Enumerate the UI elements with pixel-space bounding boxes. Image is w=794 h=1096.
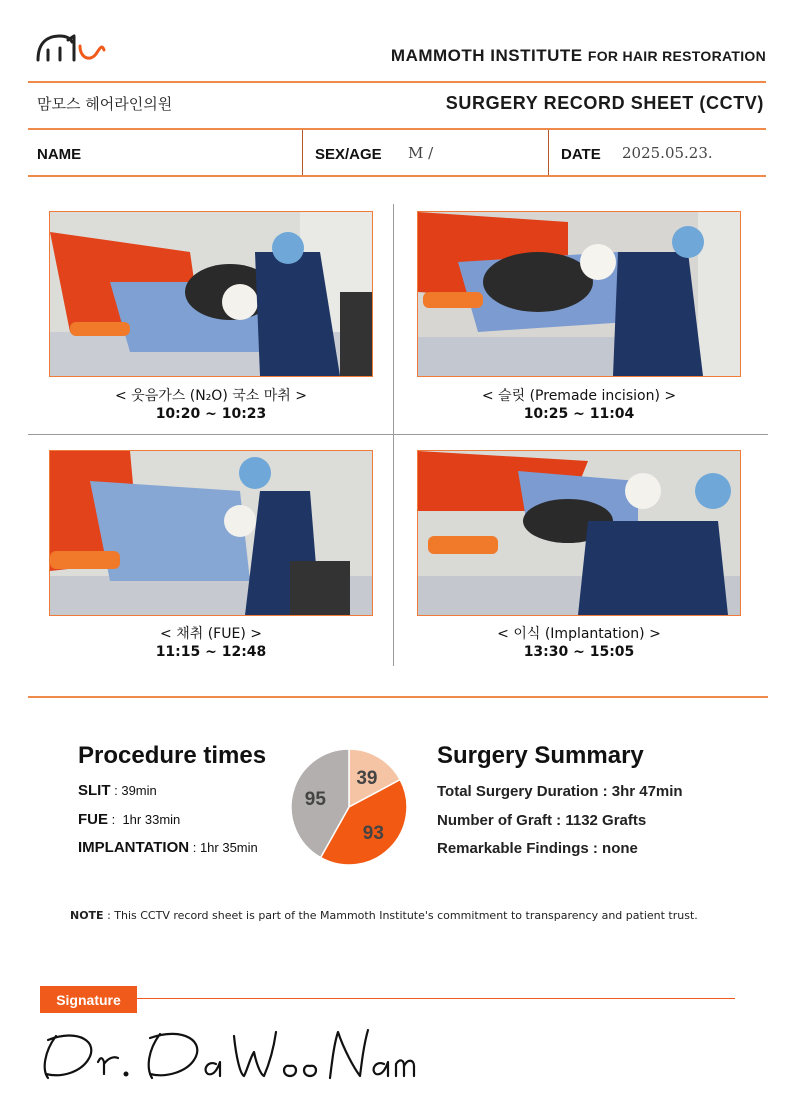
summary-grafts: Number of Graft : 1132 Grafts	[437, 812, 647, 829]
caption-title: < 채취 (FUE) >	[160, 626, 262, 642]
procedure-label: FUE	[78, 811, 108, 828]
mammoth-logo	[34, 28, 106, 66]
institute-name	[391, 46, 766, 66]
caption-time: 11:15 ~ 12:48	[155, 644, 267, 660]
photo-caption	[417, 387, 741, 423]
procedure-sep: :	[189, 840, 200, 855]
note-text: : This CCTV record sheet is part of the Mammoth Institute's commitment to transparency and patient trust.	[103, 909, 698, 922]
date-value: 2025.05.23.	[622, 144, 713, 162]
caption-title: < 이식 (Implantation) >	[497, 626, 661, 642]
summary-duration: Total Surgery Duration : 3hr 47min	[437, 783, 683, 800]
divider	[28, 128, 766, 130]
caption-title: < 웃음가스 (N₂O) 국소 마취 >	[115, 388, 307, 404]
handwritten-signature	[38, 1022, 418, 1086]
procedure-value: 39min	[121, 783, 157, 798]
procedure-value: 1hr 35min	[199, 840, 258, 855]
procedure-sep: :	[110, 783, 122, 798]
photo-caption	[49, 387, 373, 423]
sexage-label: SEX/AGE	[315, 146, 382, 163]
signature-badge: Signature	[40, 986, 137, 1013]
photo-caption	[49, 625, 373, 661]
field-separator	[302, 130, 303, 175]
procedure-label: SLIT	[78, 782, 111, 799]
caption-time: 10:25 ~ 11:04	[523, 406, 635, 422]
pie-label-fue: 93	[362, 822, 384, 844]
pie-label-slit: 39	[356, 768, 378, 790]
grid-divider-vertical	[393, 204, 394, 666]
procedure-title: Procedure times	[78, 742, 267, 769]
cctv-photo-slit	[417, 211, 741, 377]
korean-clinic-name: 맘모스 헤어라인의원	[37, 95, 173, 113]
note-label: NOTE	[70, 909, 104, 922]
procedure-sep: :	[108, 812, 123, 827]
procedure-row-implantation	[78, 839, 258, 856]
sheet-title: SURGERY RECORD SHEET (CCTV)	[445, 93, 764, 113]
procedure-pie-chart	[284, 742, 414, 872]
institute-main: MAMMOTH INSTITUTE	[390, 46, 583, 65]
summary-findings: Remarkable Findings : none	[437, 840, 638, 857]
field-separator	[548, 130, 549, 175]
institute-sub: FOR HAIR RESTORATION	[587, 48, 766, 64]
procedure-row-fue	[78, 811, 180, 828]
caption-time: 10:20 ~ 10:23	[155, 406, 267, 422]
footer-note	[70, 909, 698, 922]
procedure-value: 1hr 33min	[122, 812, 181, 827]
divider	[28, 81, 766, 83]
cctv-photo-fue	[49, 450, 373, 616]
photo-caption	[417, 625, 741, 661]
date-label: DATE	[561, 146, 601, 163]
procedure-label: IMPLANTATION	[78, 839, 190, 856]
pie-label-implantation: 95	[304, 789, 326, 811]
divider	[28, 696, 768, 698]
cctv-photo-implantation	[417, 450, 741, 616]
grid-divider-horizontal	[28, 434, 768, 435]
caption-time: 13:30 ~ 15:05	[523, 644, 635, 660]
signature-line	[137, 998, 735, 999]
divider	[28, 175, 766, 177]
name-label: NAME	[37, 146, 82, 163]
summary-title: Surgery Summary	[437, 742, 644, 769]
cctv-photo-anesthesia	[49, 211, 373, 377]
sexage-value: M /	[408, 144, 434, 162]
procedure-row-slit	[78, 782, 157, 799]
caption-title: < 슬릿 (Premade incision) >	[481, 388, 677, 404]
